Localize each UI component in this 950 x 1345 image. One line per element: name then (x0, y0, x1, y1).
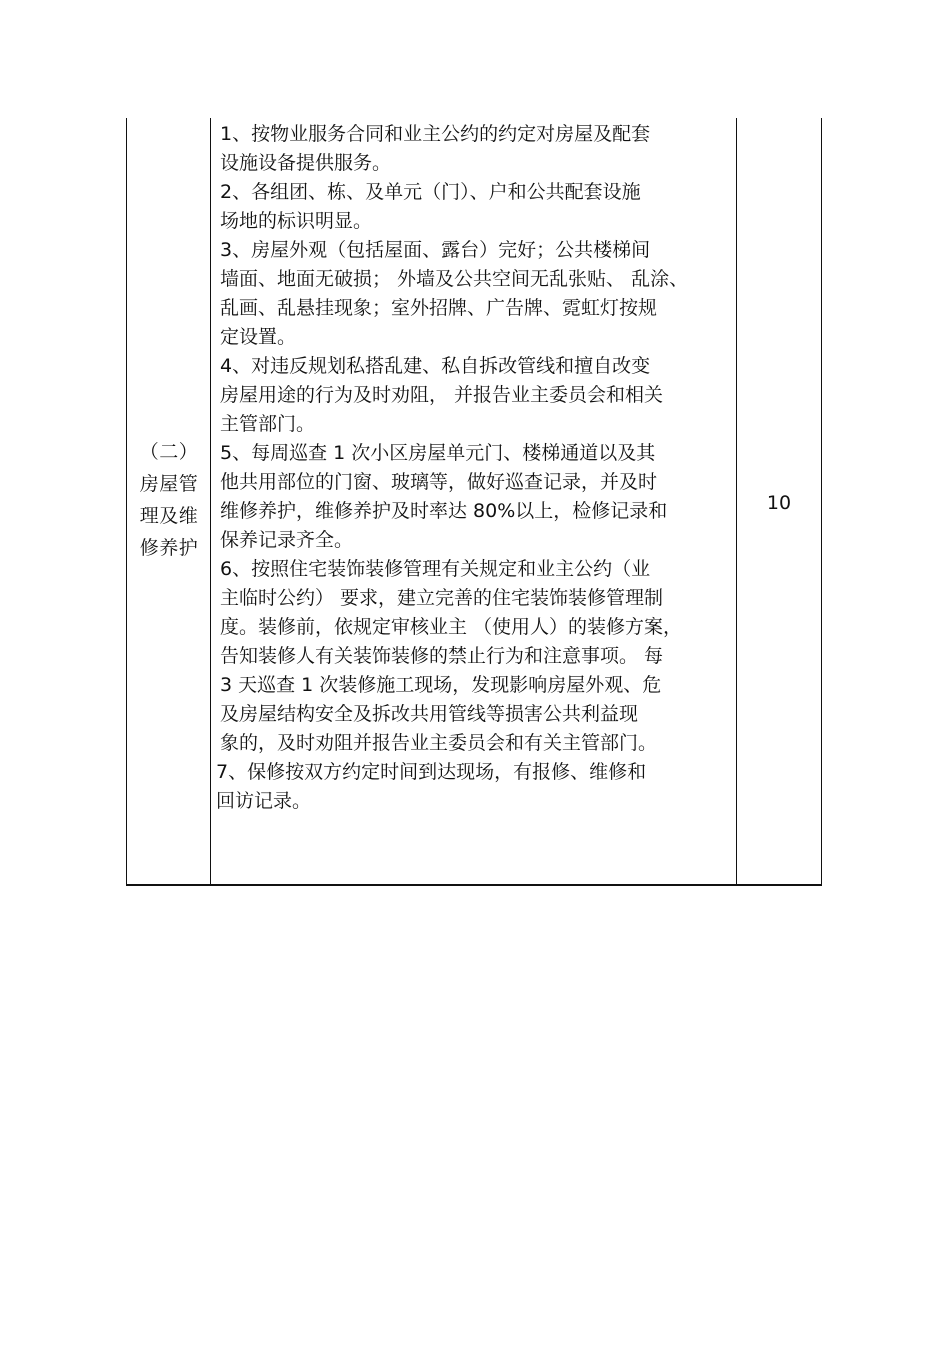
standards-table (126, 118, 822, 886)
content-cell (216, 120, 734, 816)
content-line: 场地的标识明显。 (220, 210, 373, 232)
category-line: （二） (139, 441, 199, 463)
content-line: 他共用部位的门窗、玻璃等，做好巡查记录，并及时 (220, 471, 658, 493)
content-line: 房屋用途的行为及时劝阻， 并报告业主委员会和相关 (220, 384, 664, 406)
content-line: 1、按物业服务合同和业主公约的约定对房屋及配套 (220, 123, 651, 145)
content-line: 及房屋结构安全及拆改共用管线等损害公共利益现 (220, 703, 639, 725)
category-cell (130, 436, 208, 564)
score-cell: 10 (766, 492, 792, 514)
content-line: 度。装修前，依规定审核业主 （使用人）的装修方案， (220, 616, 683, 638)
content-line: 主临时公约） 要求，建立完善的住宅装饰装修管理制 (220, 587, 664, 609)
content-line: 告知装修人有关装饰装修的禁止行为和注意事项。 每 (220, 645, 664, 667)
content-line: 象的，及时劝阻并报告业主委员会和有关主管部门。 (220, 732, 658, 754)
category-line: 理及维 (139, 505, 199, 527)
content-line: 6、按照住宅装饰装修管理有关规定和业主公约（业 (220, 558, 651, 580)
content-line: 维修养护，维修养护及时率达 80%以上，检修记录和 (220, 500, 668, 522)
content-line: 保养记录齐全。 (220, 529, 354, 551)
category-line: 房屋管 (139, 473, 199, 495)
content-line: 7、保修按双方约定时间到达现场，有报修、维修和 (216, 761, 647, 783)
content-line: 5、每周巡查 1 次小区房屋单元门、楼梯通道以及其 (220, 442, 656, 464)
content-line: 回访记录。 (216, 790, 312, 812)
content-line: 3 天巡查 1 次装修施工现场，发现影响房屋外观、危 (220, 674, 662, 696)
content-line: 乱画、乱悬挂现象；室外招牌、广告牌、霓虹灯按规 (220, 297, 658, 319)
content-line: 3、房屋外观（包括屋面、露台）完好；公共楼梯间 (220, 239, 651, 261)
content-line: 设施设备提供服务。 (220, 152, 392, 174)
table-border-right (821, 118, 822, 886)
content-line: 定设置。 (220, 326, 297, 348)
content-line: 2、各组团、栋、及单元（门）、户和公共配套设施 (220, 181, 641, 203)
content-line: 4、对违反规划私搭乱建、私自拆改管线和擅自改变 (220, 355, 651, 377)
content-line: 墙面、地面无破损； 外墙及公共空间无乱张贴、 乱涂、 (220, 268, 689, 290)
content-line: 主管部门。 (220, 413, 316, 435)
table-divider-1 (210, 118, 211, 886)
category-line: 修养护 (139, 537, 199, 559)
table-border-left (126, 118, 127, 886)
